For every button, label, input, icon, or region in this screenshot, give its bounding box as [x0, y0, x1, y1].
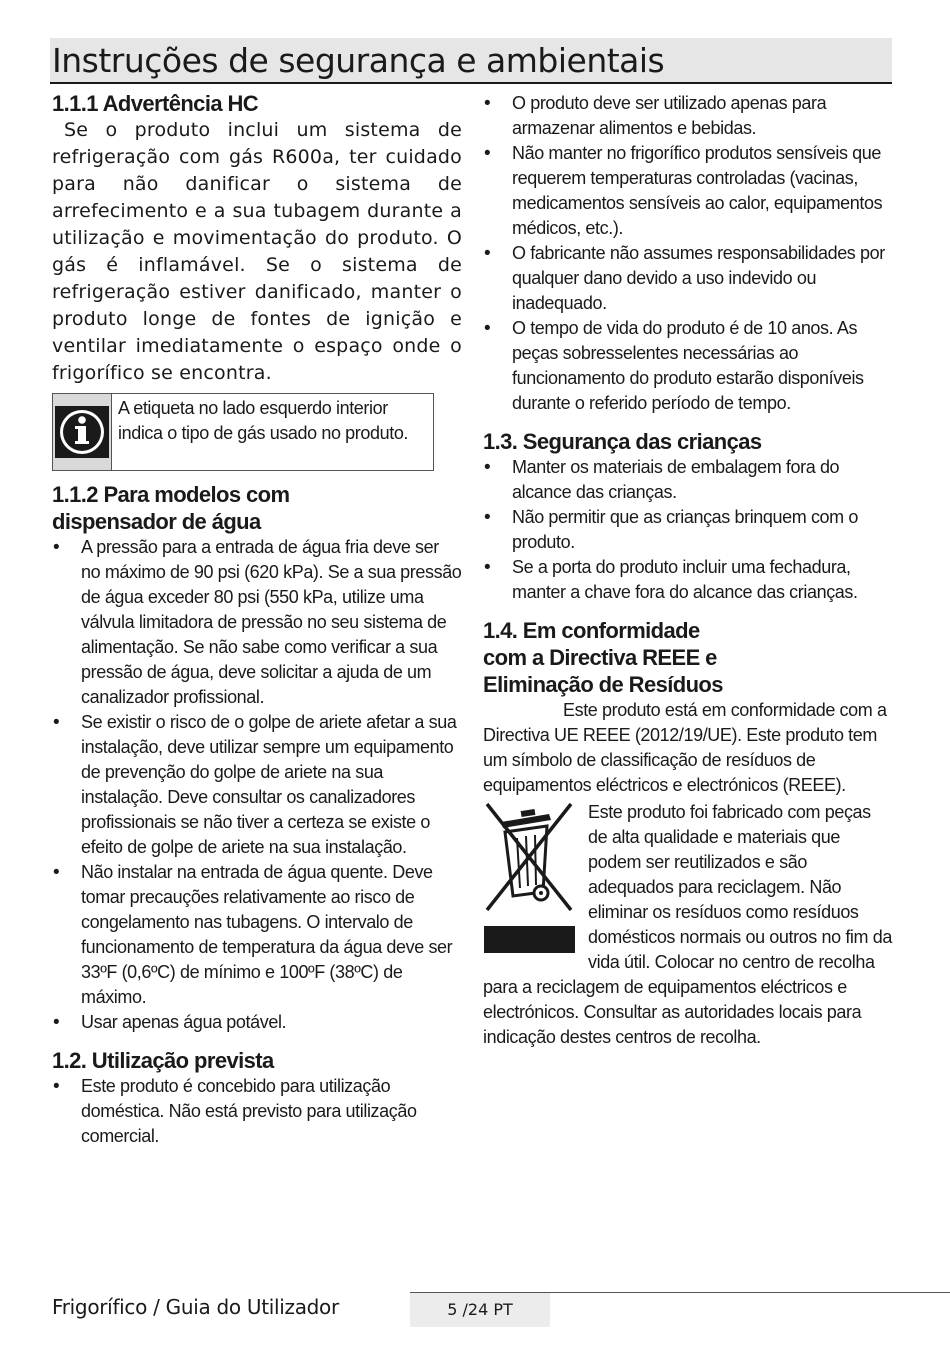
page-header: [50, 38, 892, 84]
list-item: • Não manter no frigorífico produtos sensíveis que requerem temperaturas controladas (vacinas, medicamentos sensíveis ao calor, equipamentos médicos, etc.).: [483, 141, 893, 241]
hc-warning-text: Se o produto inclui um sistema de refrigeração com gás R600a, ter cuidado para não danificar o sistema de arrefecimento e a sua tubagem durante a utilização e movimentação do produto. O gás é inflamável. Se o sistema de refrigeração estiver danificado, manter o produto longe de fontes de ignição e ventilar imediatamente o espaço onde o frigorífico se encontra.: [52, 119, 462, 384]
intended-use-list-continued: [483, 91, 893, 416]
weee-block: [483, 800, 893, 1050]
list-item: • O produto deve ser utilizado apenas para armazenar alimentos e bebidas.: [483, 91, 893, 141]
footer-guide-title: Frigorífico / Guia do Utilizador: [52, 1295, 339, 1319]
child-safety-list: [483, 455, 893, 605]
page-title: Instruções de segurança e ambientais: [52, 41, 665, 80]
weee-recycling-text: Este produto foi fabricado com peças de alta qualidade e materiais que podem ser reutilizados e são adequados para reciclagem. Não eliminar os resíduos como resíduos domésticos normais ou outros no fim da vida útil. Colocar no centro de recolha para a reciclagem de equipamentos eléctricos e electrónicos. Consultar as autoridades locais para indicação destes centros de recolha.: [483, 802, 892, 1047]
right-column: [483, 91, 893, 1050]
intended-use-list: [52, 1074, 462, 1149]
list-item: • Manter os materiais de embalagem fora do alcance das crianças.: [483, 455, 893, 505]
left-column: [52, 90, 462, 1149]
section-heading-weee: 1.4. Em conformidade com a Directiva REEE e Eliminação de Resíduos: [483, 618, 723, 697]
list-item: • Não instalar na entrada de água quente. Deve tomar precauções relativamente ao risco de congelamento nas tubagens. O intervalo de funcionamento de temperatura da água deve ser 33ºF (0,6ºC) de mínimo e 100ºF (38ºC) de máximo.: [52, 860, 462, 1010]
list-item: • Este produto é concebido para utilização doméstica. Não está previsto para utilização comercial.: [52, 1074, 462, 1149]
weee-paragraph: Este produto está em conformidade com a Directiva UE REEE (2012/19/UE). Este produto tem um símbolo de classificação de resíduos de equipamentos eléctricos e electrónicos (REEE).: [483, 700, 887, 795]
info-note-box: [52, 393, 434, 471]
page-number: 5 /24 PT: [410, 1293, 550, 1327]
section-heading-dispenser: 1.1.2 Para modelos com dispensador de água: [52, 482, 290, 534]
section-heading-intended-use: 1.2. Utilização prevista: [52, 1048, 274, 1073]
list-item: • Não permitir que as crianças brinquem com o produto.: [483, 505, 893, 555]
info-icon: [53, 394, 112, 470]
list-item: • A pressão para a entrada de água fria deve ser no máximo de 90 psi (620 kPa). Se a sua pressão de água exceder 80 psi (550 kPa, utilize uma válvula limitadora de pressão no seu sistema de alimentação. Se não sabe como verificar a sua pressão de água, deve solicitar a ajuda de um canalizador profissional.: [52, 535, 462, 710]
list-item: • Se existir o risco de o golpe de ariete afetar a sua instalação, deve utilizar sempre um equipamento de prevenção do golpe de ariete na sua instalação. Deve consultar os canalizadores profissionais se não tiver a certeza se existe o efeito de golpe de ariete na sua instalação.: [52, 710, 462, 860]
list-item: • O fabricante não assumes responsabilidades por qualquer dano devido a uso indevido ou inadequado.: [483, 241, 893, 316]
list-item: • Usar apenas água potável.: [52, 1010, 462, 1035]
section-heading-child-safety: 1.3. Segurança das crianças: [483, 429, 762, 454]
info-note-text: A etiqueta no lado esquerdo interior indica o tipo de gás usado no produto.: [118, 398, 409, 443]
dispenser-list: [52, 535, 462, 1035]
section-heading-hc-warning: 1.1.1 Advertência HC: [52, 91, 259, 116]
list-item: • O tempo de vida do produto é de 10 anos. As peças sobresselentes necessárias ao funcionamento do produto estarão disponíveis durante o referido período de tempo.: [483, 316, 893, 416]
list-item: • Se a porta do produto incluir uma fechadura, manter a chave fora do alcance das crianças.: [483, 555, 893, 605]
crossed-out-bin-icon: [483, 800, 577, 965]
